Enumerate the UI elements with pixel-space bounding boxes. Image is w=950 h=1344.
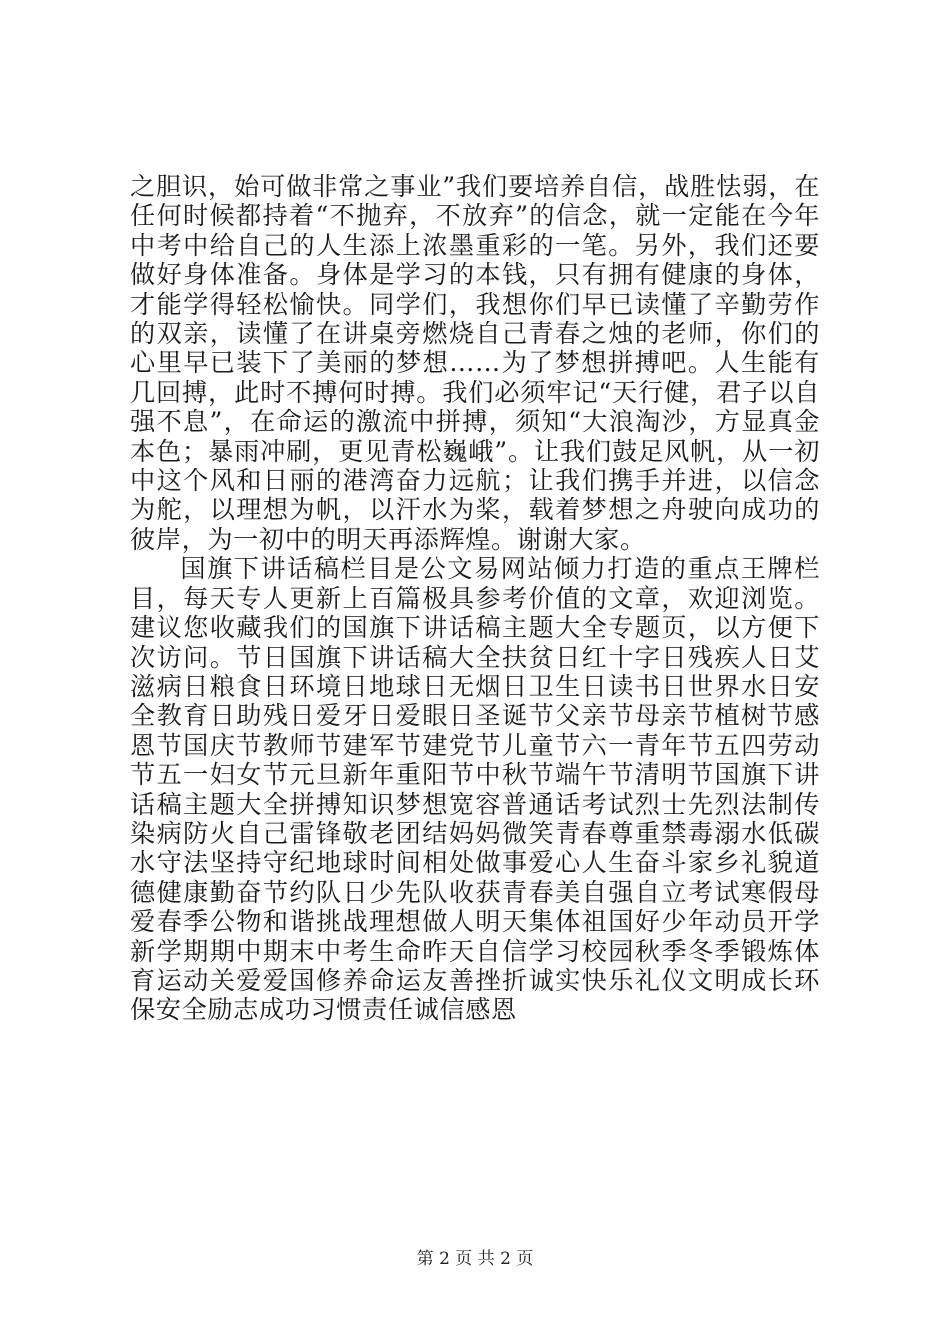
page-footer: 第 2 页 共 2 页 — [416, 1249, 534, 1269]
paragraph-column-promo: 国旗下讲话稿栏目是公文易网站倾力打造的重点王牌栏目，每天专人更新上百篇极具参考价值的文章，欢迎浏览。建议您收藏我们的国旗下讲话稿主题大全专题页，以方便下次访问。节日国旗下讲话稿大全扶贫日红十字日残疾人日艾滋病日粮食日环境日地球日无烟日卫生日读书日世界水日安全教育日助残日爱牙日爱眼日圣诞节父亲节母亲节植树节感恩节国庆节教师节建军节建党节儿童节六一青年节五四劳动节五一妇女节元旦新年重阳节中秋节端午节清明节国旗下讲话稿主题大全拼搏知识梦想宽容普通话考试烈士先烈法制传染病防火自己雷锋敬老团结妈妈微笑青春尊重禁毒溺水低碳水守法坚持守纪地球时间相处做事爱心人生奋斗家乡礼貌道德健康勤奋节约队日少先队收获青春美自强自立考试寒假母爱春季公物和谐挑战理想做人明天集体祖国好少年动员开学新学期期中期末中考生命昨天自信学习校园秋季冬季锻炼体育运动关爱爱国修养命运友善挫折诚实快乐礼仪文明成长环保安全励志成功习惯责任诚信感恩 — [130, 554, 820, 1025]
paragraph-speech-ending: 之胆识，始可做非常之事业”我们要培养自信，战胜怯弱，在任何时候都持着“不抛弃，不放弃”的信念，就一定能在今年中考中给自己的人生添上浓墨重彩的一笔。另外，我们还要做好身体准备。身体是学习的本钱，只有拥有健康的身体，才能学得轻松愉快。同学们，我想你们早已读懂了辛勤劳作的双亲，读懂了在讲桌旁燃烧自己青春之烛的老师，你们的心里早已装下了美丽的梦想……为了梦想拼搏吧。人生能有几回搏，此时不搏何时搏。我们必须牢记“天行健，君子以自强不息”，在命运的激流中拼搏，须知“大浪淘沙，方显真金本色；暴雨冲刷，更见青松巍峨”。让我们鼓足风帆，从一初中这个风和日丽的港湾奋力远航；让我们携手并进，以信念为舵，以理想为帆，以汗水为桨，载着梦想之舟驶向成功的彼岸，为一初中的明天再添辉煌。谢谢大家。 — [130, 172, 820, 554]
document-body — [130, 172, 820, 1025]
